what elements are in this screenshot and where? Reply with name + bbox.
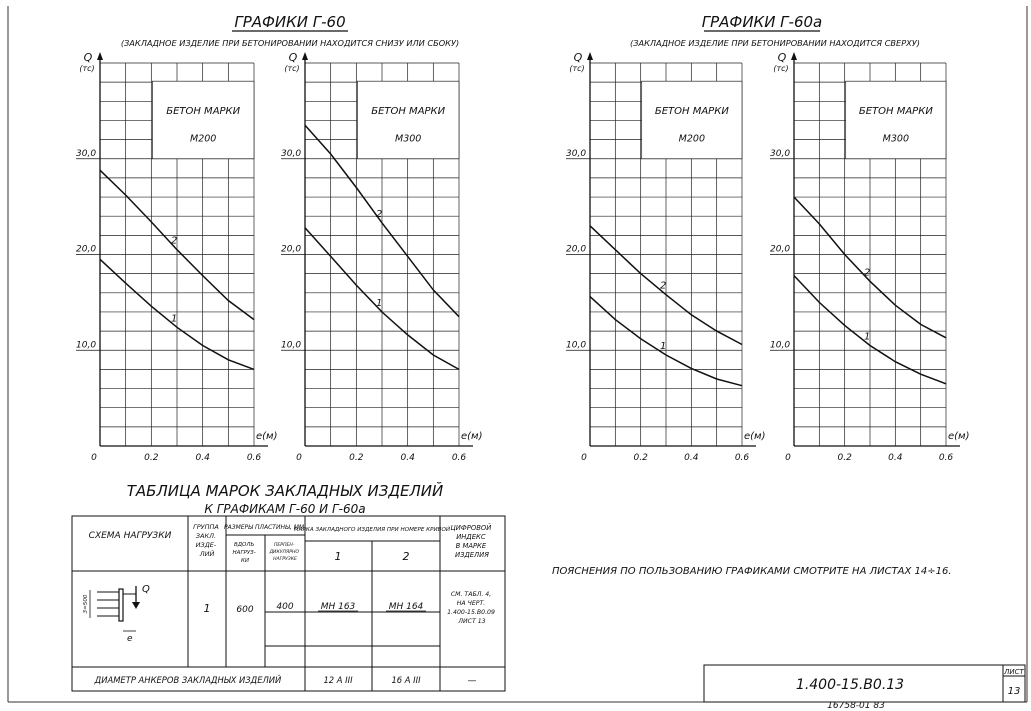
y-tick-label: 20,0 [76,244,97,255]
col-marks-header: МАРКА ЗАКЛАДНОГО ИЗДЕЛИЯ ПРИ НОМЕРЕ КРИВОЙ [293,527,451,533]
y-axis-unit: (тс) [569,64,585,73]
scheme-dim-label: 3=500 [83,594,89,614]
chart-g60-m200 [76,51,278,463]
right-graphs-title: ГРАФИКИ Г-60а [701,13,823,31]
x-axis-label: e(м) [461,431,483,442]
left-graphs-subtitle: (ЗАКЛАДНОЕ ИЗДЕЛИЕ ПРИ БЕТОНИРОВАНИИ НАХОДИТСЯ СНИЗУ ИЛИ СБОКУ) [120,38,460,48]
curve-label: 2 [660,280,667,292]
table-title: ТАБЛИЦА МАРОК ЗАКЛАДНЫХ ИЗДЕЛИЙ [126,482,444,500]
usage-note: ПОЯСНЕНИЯ ПО ПОЛЬЗОВАНИЮ ГРАФИКАМИ СМОТРИТЕ НА ЛИСТАХ 14÷16. [552,566,952,577]
y-axis-label: Q [83,51,93,64]
scheme-q-label: Q [142,584,150,595]
y-axis-label: Q [288,51,298,64]
row-perp-value: 400 [276,602,294,612]
sheet-label: ЛИСТ [1004,668,1024,676]
x-tick-label: 0.2 [144,453,159,463]
y-tick-label: 10,0 [770,340,791,351]
anchor-value-1: 12 А III [323,675,353,685]
curve-label: 1 [376,297,383,309]
concrete-label-box [846,81,946,159]
x-tick-label: 0 [581,453,587,463]
title-stamp [704,665,1025,711]
y-axis-unit: (тс) [79,64,95,73]
curve-label: 1 [171,313,178,325]
concrete-label-title: БЕТОН МАРКИ [166,105,241,117]
curve-label: 2 [864,267,871,279]
y-tick-label: 20,0 [770,244,791,255]
col-index-header: ЦИФРОВОЙ ИНДЕКС В МАРКЕ ИЗДЕЛИЯ [450,524,492,559]
y-axis-arrow [302,52,308,60]
x-tick-label: 0.6 [734,453,750,463]
curve-label: 2 [376,208,383,220]
row-mark-2: МН 164 [388,602,424,612]
concrete-label-title: БЕТОН МАРКИ [858,105,933,117]
col-scheme-header: СХЕМА НАГРУЗКИ [88,531,172,541]
x-tick-label: 0.4 [400,453,415,463]
x-tick-label: 0.4 [684,453,699,463]
curve-label: 2 [171,235,178,247]
load-scheme-sketch [90,586,140,631]
y-axis-arrow [791,52,797,60]
sheet-number: 13 [1007,686,1021,697]
curve-1-header: 1 [334,550,342,563]
col-dims-header: РАЗМЕРЫ ПЛАСТИНЫ, ММ. [224,524,306,531]
marks-table [72,516,505,691]
x-axis-label: e(м) [948,431,970,442]
anchor-value-2: 16 А III [391,675,421,685]
table-subtitle: К ГРАФИКАМ Г-60 И Г-60а [204,502,366,516]
x-tick-label: 0.2 [349,453,364,463]
x-tick-label: 0.4 [195,453,210,463]
x-axis-label: e(м) [256,431,278,442]
col-dims-along-header: ВДОЛЬ НАГРУЗ- КИ [232,542,256,564]
row-mark-1: МН 163 [320,602,356,612]
x-tick-label: 0.2 [837,453,852,463]
x-tick-label: 0.4 [888,453,903,463]
concrete-label-box [357,81,459,159]
concrete-label-grade: М300 [882,133,910,145]
x-tick-label: 0.2 [633,453,648,463]
curve-label: 1 [864,331,871,343]
concrete-label-box [642,81,742,159]
y-tick-label: 30,0 [770,148,791,159]
row-along-value: 600 [236,605,254,615]
y-tick-label: 30,0 [281,148,302,159]
y-axis-unit: (тс) [773,64,789,73]
x-axis-label: e(м) [744,431,766,442]
chart-g60-m300 [281,51,483,463]
concrete-label-grade: М300 [395,133,422,145]
y-tick-label: 20,0 [281,244,302,255]
y-tick-label: 20,0 [566,244,587,255]
y-axis-label: Q [777,51,787,64]
x-tick-label: 0 [91,453,97,463]
y-axis-arrow [97,52,103,60]
left-graphs-title: ГРАФИКИ Г-60 [234,13,346,31]
x-tick-label: 0.6 [246,453,262,463]
document-code: 1.400-15.В0.13 [795,677,905,693]
right-graphs-subtitle: (ЗАКЛАДНОЕ ИЗДЕЛИЕ ПРИ БЕТОНИРОВАНИИ НАХОДИТСЯ СВЕРХУ) [630,38,920,48]
col-dims-perp-header: ПЕРПЕН- ДИКУЛЯРНО НАГРУЗКЕ [269,543,300,562]
y-tick-label: 10,0 [566,340,587,351]
concrete-label-box [152,81,254,159]
load-arrowhead [132,602,140,609]
concrete-label-title: БЕТОН МАРКИ [654,105,729,117]
y-tick-label: 10,0 [76,340,97,351]
x-tick-label: 0 [785,453,791,463]
row-index-value: СМ. ТАБЛ. 4, НА ЧЕРТ. 1.400-15.В0.09 ЛИСТ 13 [447,591,495,625]
anchor-index-value: — [467,676,477,686]
embedded-plate [119,589,123,621]
y-axis-arrow [587,52,593,60]
col-group-header: ГРУППА ЗАКЛ. ИЗДЕ- ЛИЙ [193,523,219,558]
x-tick-label: 0 [296,453,302,463]
x-tick-label: 0.6 [938,453,954,463]
x-tick-label: 0.6 [451,453,467,463]
concrete-label-grade: М200 [190,133,217,145]
curve-2-header: 2 [402,550,410,563]
archive-number: 16758-01 83 [827,701,885,711]
y-tick-label: 10,0 [281,340,302,351]
y-tick-label: 30,0 [76,148,97,159]
chart-g60a-m300 [770,51,970,463]
y-tick-label: 30,0 [566,148,587,159]
anchor-row-label: ДИАМЕТР АНКЕРОВ ЗАКЛАДНЫХ ИЗДЕЛИЙ [94,675,282,685]
scheme-e-label: e [127,634,133,644]
y-axis-unit: (тс) [284,64,300,73]
row-group-value: 1 [203,602,211,615]
curve-label: 1 [660,341,667,353]
chart-g60a-m200 [566,51,766,463]
concrete-label-title: БЕТОН МАРКИ [371,105,446,117]
concrete-label-grade: М200 [678,133,706,145]
y-axis-label: Q [573,51,583,64]
